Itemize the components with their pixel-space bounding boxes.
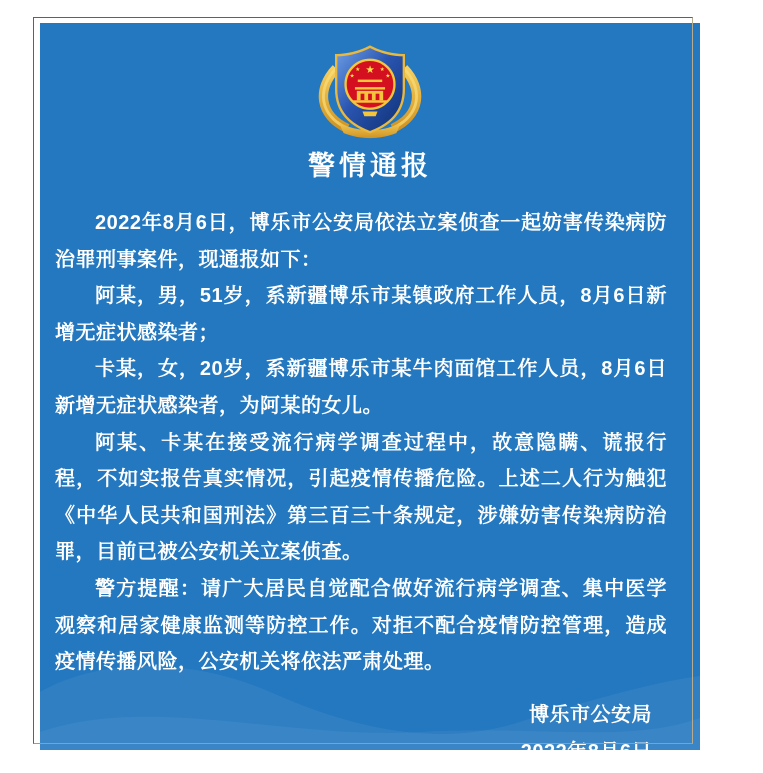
police-badge-icon — [313, 42, 427, 136]
notice-panel — [40, 23, 700, 763]
paragraph: 阿某，男，51岁，系新疆博乐市某镇政府工作人员，8月6日新增无症状感染者； — [55, 285, 667, 344]
svg-text:★: ★ — [355, 67, 361, 74]
notice-body — [55, 205, 667, 681]
paragraph: 阿某、卡某在接受流行病学调查过程中，故意隐瞒、谎报行程，不如实报告真实情况，引起疫情传播危险。上述二人行为触犯《中华人民共和国刑法》第三百三十条规定，涉嫌妨害传染病防治罪，目前已被公安机关立案侦查。 — [55, 431, 667, 564]
svg-text:★: ★ — [349, 73, 355, 80]
svg-text:★: ★ — [365, 65, 375, 77]
svg-text:★: ★ — [385, 73, 391, 80]
paragraph: 2022年8月6日，博乐市公安局依法立案侦查一起妨害传染病防治罪刑事案件，现通报如下： — [55, 212, 667, 271]
paragraph: 警方提醒：请广大居民自觉配合做好流行病学调查、集中医学观察和居家健康监测等防控工作。对拒不配合疫情防控管理，造成疫情传播风险，公安机关将依法严肃处理。 — [55, 577, 667, 674]
svg-text:★: ★ — [379, 67, 385, 74]
paragraph: 卡某，女，20岁，系新疆博乐市某牛肉面馆工作人员，8月6日新增无症状感染者，为阿某的女儿。 — [55, 358, 667, 417]
signature-date: 2022年8月6日 — [520, 740, 652, 763]
notice-title: 警情通报 — [308, 151, 432, 181]
signature-block — [40, 697, 700, 771]
signature-org: 博乐市公安局 — [529, 703, 652, 726]
